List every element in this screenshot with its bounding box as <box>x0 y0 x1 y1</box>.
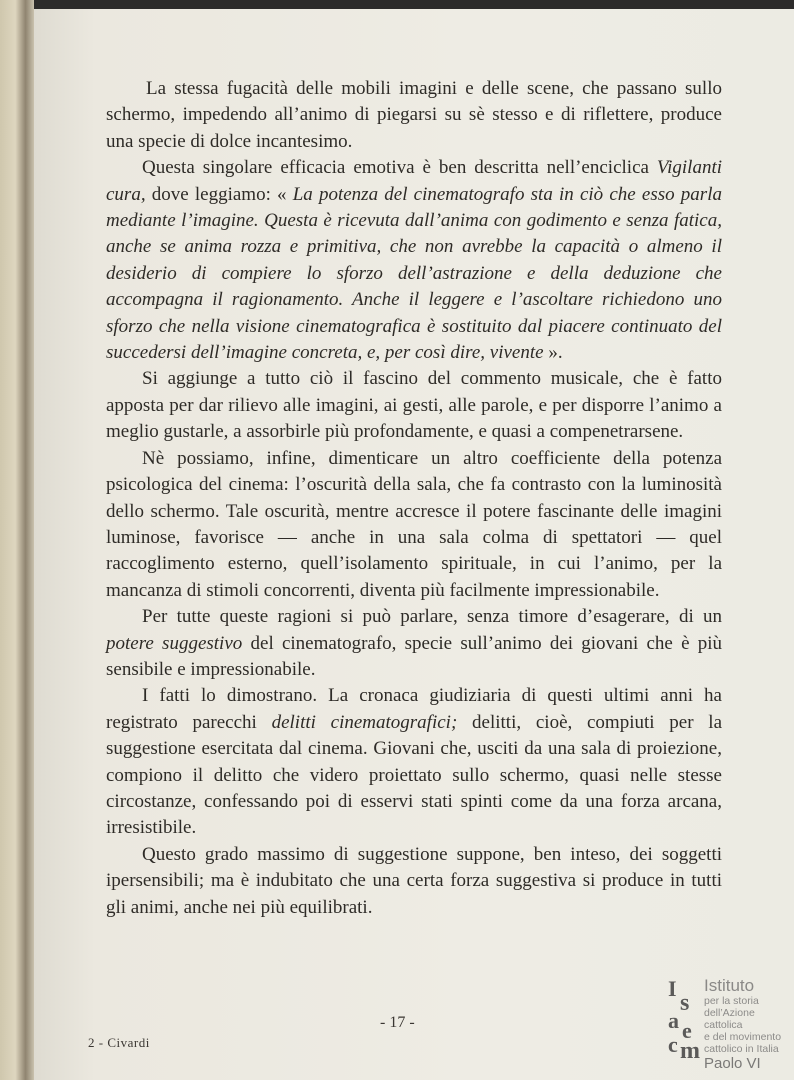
paragraph-1 <box>106 76 722 155</box>
page-number: - 17 - <box>380 1014 415 1031</box>
paragraph-4 <box>106 446 722 604</box>
logo-line-1: Istituto <box>704 976 755 995</box>
text-run: Per tutte queste ragioni si può parlare, senza timore d’esagerare, di un <box>142 606 722 628</box>
book-spine-edge <box>0 0 34 1080</box>
logo-letter: a <box>668 1008 679 1033</box>
logo-line-2: per la storia <box>704 995 759 1007</box>
italic-text: Vigilanti cura, <box>106 157 722 205</box>
logo-letter: I <box>668 976 677 1001</box>
text-run: I fatti lo dimostrano. La cronaca giudiziaria di questi ultimi anni ha registrato parecchi <box>106 685 722 733</box>
text-run: La stessa fugacità delle mobili imagini e delle scene, che passano sullo schermo, impedendo all’animo di piegarsi su sè stesso e di riflettere, produce una specie di dolce incantesimo. <box>106 78 722 152</box>
text-run: Questa singolare efficacia emotiva è ben descritta nell’enciclica <box>142 157 657 179</box>
italic-text: La potenza del cinematografo sta in ciò che esso parla mediante l’imagine. Questa è ricevuta dall’anima con godimento e senza fatica, anche se anima rozza e primitiva, che non avrebbe la capacità o almeno il desiderio di compiere lo sforzo dell’astrazione e della deduzione che accompagna il ragionamento. Anche il leggere e l’ascoltare richiedono uno sforzo che nella visione cinematografica è sostituito dal piacere continuato del succedersi dell’imagine concreta, e, per così dire, vivente <box>106 183 722 364</box>
paragraph-7 <box>106 842 722 921</box>
paragraph-6 <box>106 683 722 841</box>
scan-top-border <box>0 0 794 9</box>
paragraph-3 <box>106 366 722 445</box>
text-run: ». <box>543 342 563 364</box>
italic-text: potere suggestivo <box>106 632 243 654</box>
watermark-logo <box>666 976 792 1072</box>
text-run: delitti, cioè, compiuti per la suggestione esercitata dal cinema. Giovani che, usciti da una sala di proiezione, compiono il delitto che videro proiettato sullo schermo, quasi nelle stesse circostanze, confessando poi di esservi stati spinti come da una forza arcana, irresistibile. <box>106 711 723 839</box>
logo-letters-mark <box>666 976 702 1066</box>
logo-letter: c <box>668 1032 678 1057</box>
body-text <box>106 76 722 921</box>
paragraph-5 <box>106 604 722 683</box>
logo-text <box>704 976 794 1072</box>
logo-line-4: e del movimento <box>704 1031 782 1043</box>
logo-letter: m <box>680 1038 700 1064</box>
logo-letter: s <box>680 990 690 1016</box>
text-run: Nè possiamo, infine, dimenticare un altro coefficiente della potenza psicologica del cinema: l’oscurità della sala, che fa contrasto con la luminosità dello schermo. Tale oscurità, mentre accresce il potere fascinante delle imagini luminose, favorisce — anche in una sala colma di spettatori — quel raccoglimento esterno, quell’isolamento spirituale, in cui l’animo, per la mancanza di stimoli concorrenti, diventa più facilmente impressionabile. <box>106 447 722 601</box>
text-run: Si aggiunge a tutto ciò il fascino del commento musicale, che è fatto apposta per dar rilievo alle imagini, ai gesti, alle parole, e per disporre l’animo a meglio gustarle, a assorbirle più profondamente, e quasi a compenetrarsene. <box>106 368 722 443</box>
logo-line-5: cattolico in Italia <box>704 1043 779 1055</box>
logo-line-3: dell’Azione cattolica <box>704 1007 755 1031</box>
text-run: del cinematografo, specie sull’animo dei giovani che è più sensibile e impressionabile. <box>106 632 722 680</box>
logo-letter: e <box>682 1018 692 1043</box>
paragraph-2 <box>106 155 722 366</box>
text-run: Questo grado massimo di suggestione suppone, ben inteso, dei soggetti ipersensibili; ma è indubitato che una certa forza suggestiva si produce in tutti gli animi, anche nei più equilibrati. <box>106 843 722 918</box>
signature-mark: 2 - Civardi <box>88 1035 150 1050</box>
italic-text: delitti cinematografici; <box>271 711 458 733</box>
logo-line-6: Paolo VI <box>704 1055 761 1072</box>
text-run: dove leggiamo: « <box>145 183 293 205</box>
